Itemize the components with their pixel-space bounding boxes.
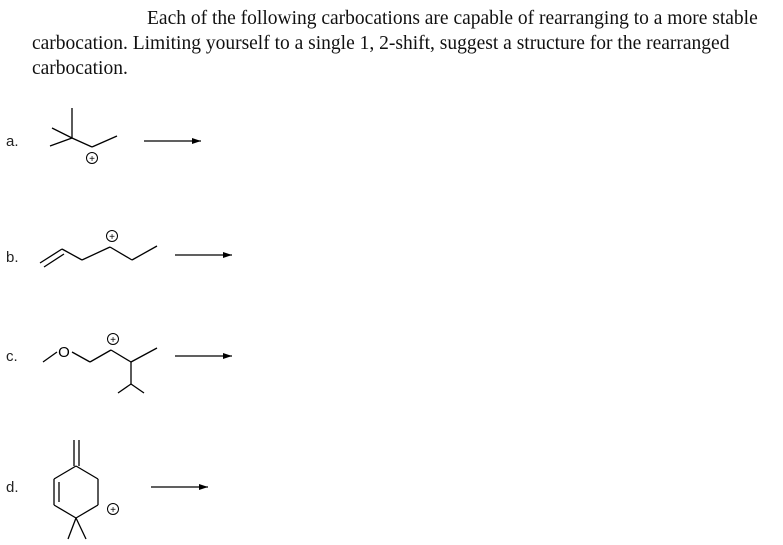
charge-c xyxy=(108,334,119,347)
part-a-label: a. xyxy=(6,133,19,150)
part-d-label: d. xyxy=(6,479,19,496)
charge-d xyxy=(108,504,119,517)
charge-d-symbol: + xyxy=(110,505,116,516)
charge-a xyxy=(87,153,98,166)
molecule-a xyxy=(50,108,117,147)
part-b-label: b. xyxy=(6,249,19,266)
charge-b xyxy=(107,231,118,244)
charge-a-symbol: + xyxy=(89,154,95,165)
molecule-b xyxy=(40,246,157,267)
oxygen-atom-c: O xyxy=(58,344,70,361)
charge-c-symbol: + xyxy=(110,335,116,346)
question-stem: Each of the following carbocations are capable of rearranging to a more stable carbocation. Limiting yourself to a single 1, 2-shift, suggest a structure for the rearranged carbocation. xyxy=(32,8,758,79)
part-c-label: c. xyxy=(6,348,18,365)
charge-b-symbol: + xyxy=(109,232,115,243)
molecule-d xyxy=(54,440,98,539)
